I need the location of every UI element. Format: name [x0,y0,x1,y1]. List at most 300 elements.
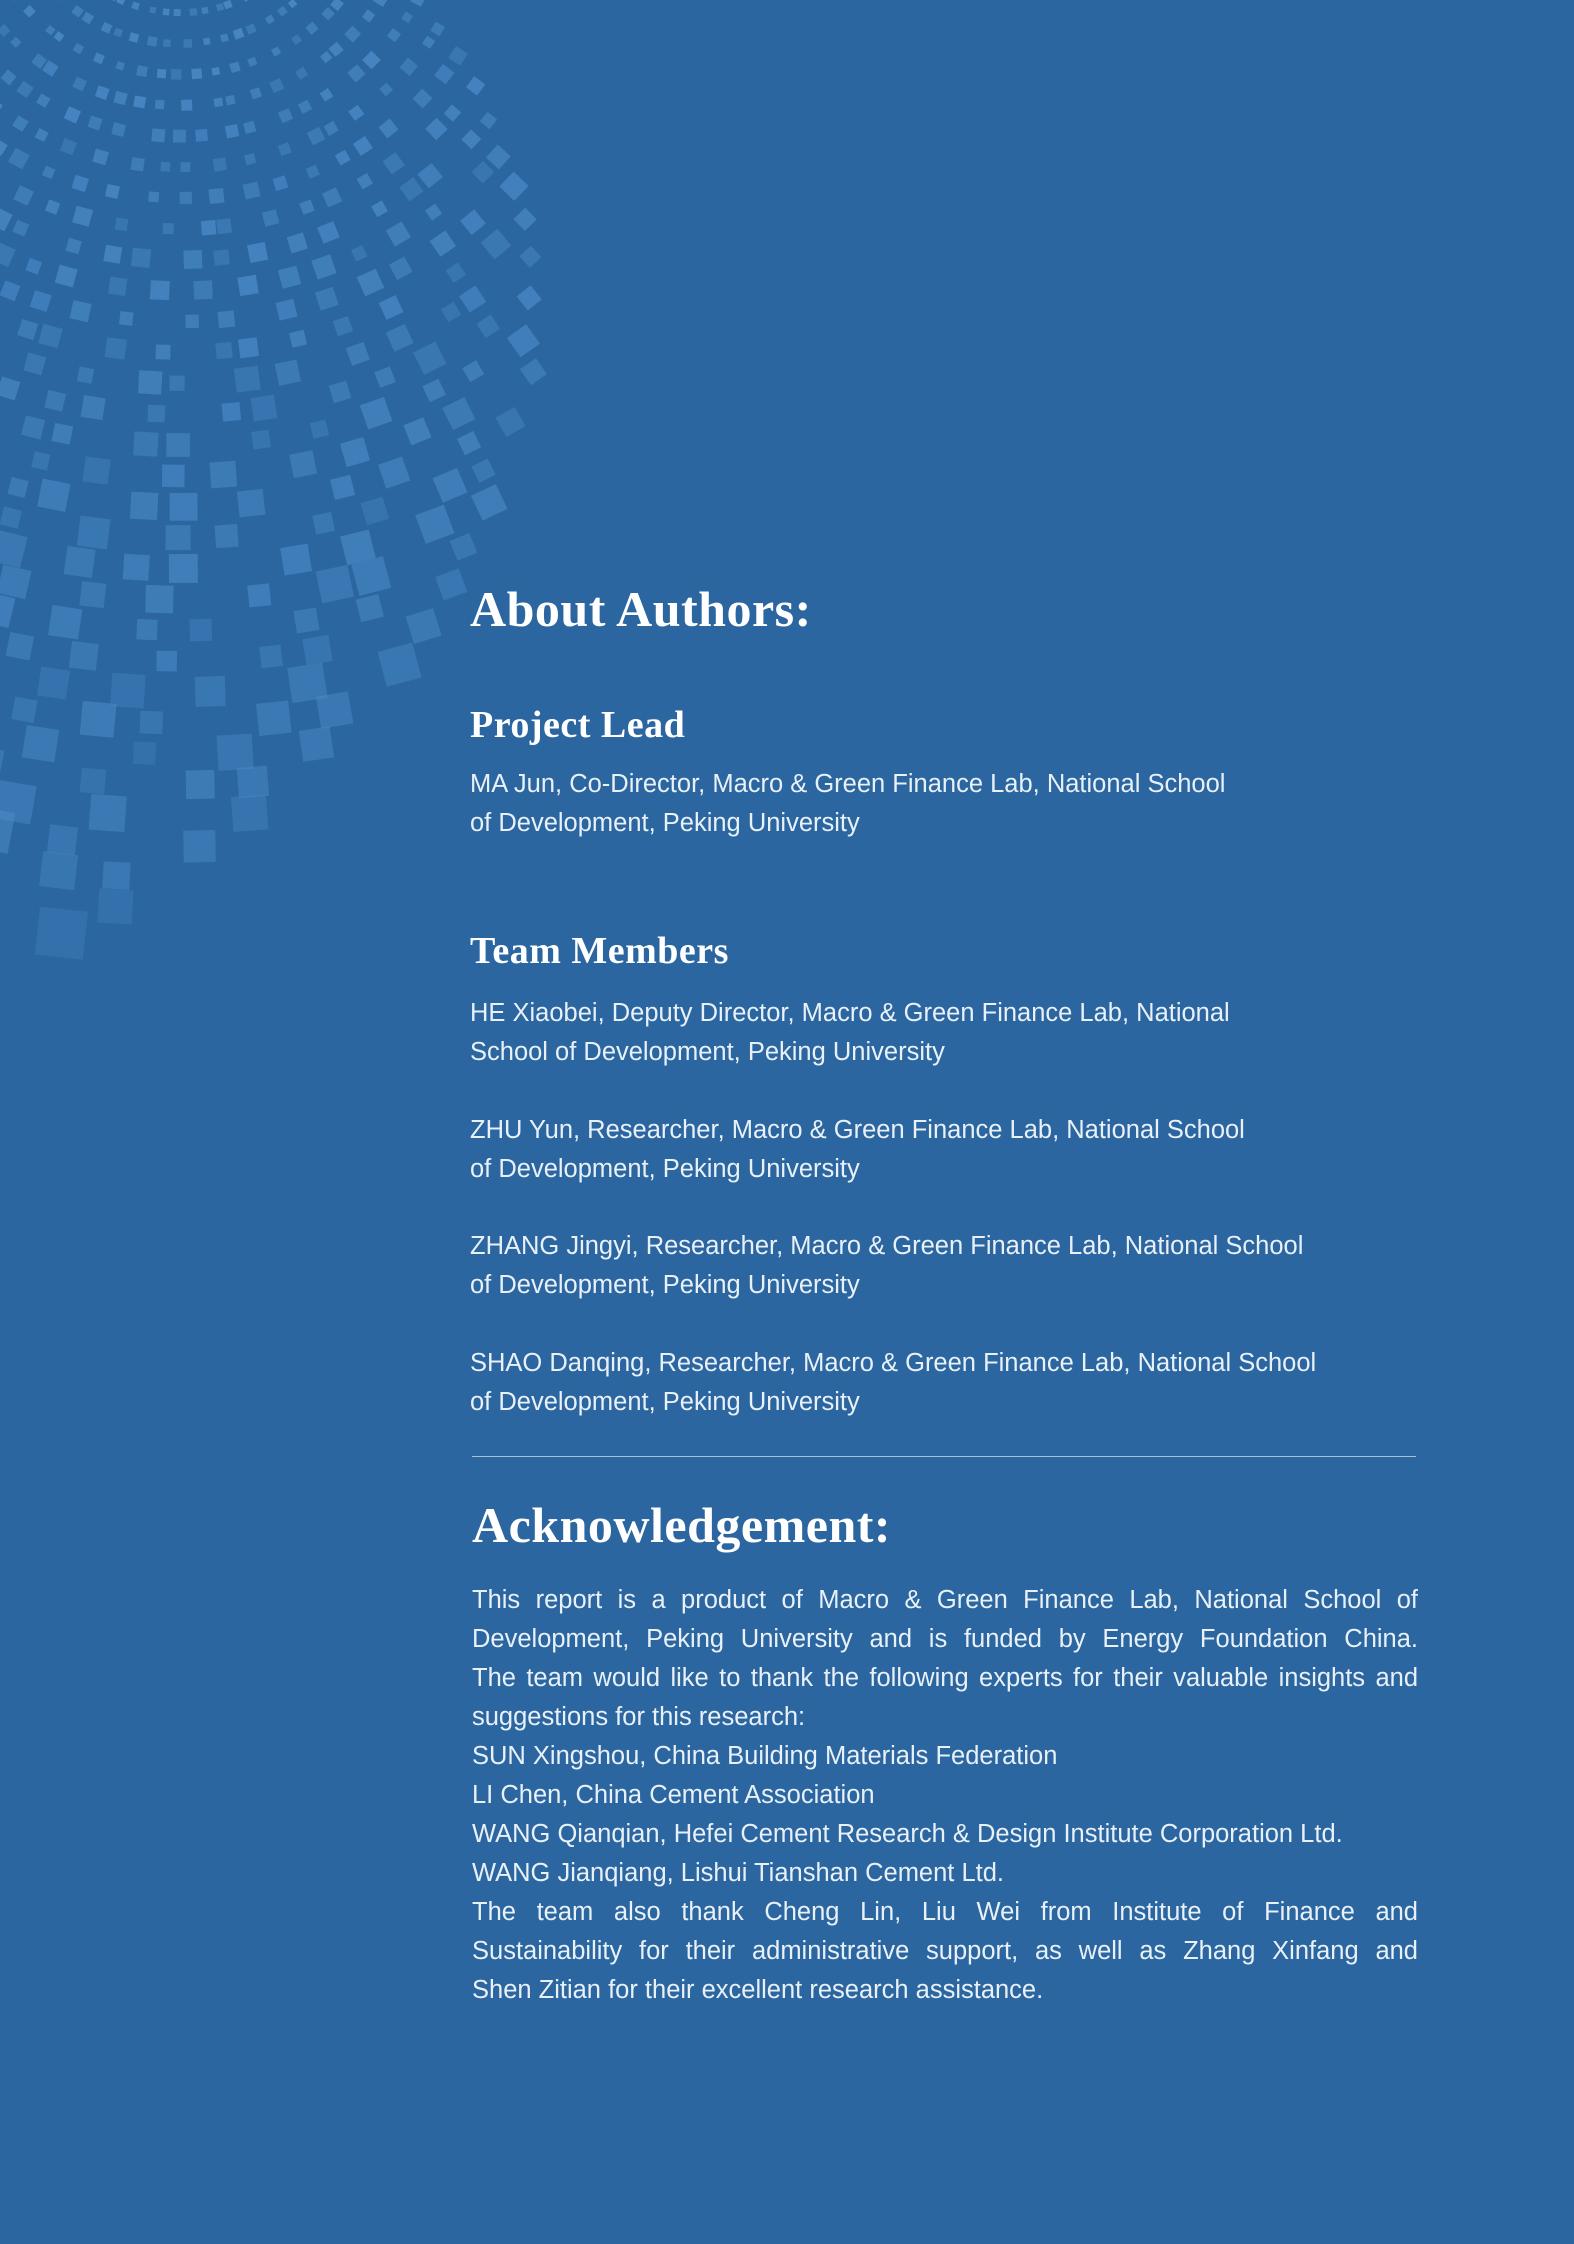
decorative-square [195,676,226,707]
decorative-square [81,395,106,420]
decorative-square [278,142,292,156]
project-lead-line: of Development, Peking University [470,809,860,837]
decorative-square [441,302,461,322]
decorative-square [209,461,237,489]
decorative-square [215,524,239,548]
decorative-square [244,153,256,165]
decorative-square [131,1,140,10]
decorative-square [69,641,99,671]
decorative-square [425,204,442,221]
project-lead-heading: Project Lead [470,704,686,746]
decorative-square [80,768,107,795]
decorative-square [47,824,78,855]
decorative-square [23,5,36,18]
decorative-square [186,770,215,799]
decorative-square [213,97,223,107]
decorative-square [422,379,446,403]
decorative-square [320,88,334,102]
decorative-square [170,493,198,521]
team-member-line: of Development, Peking University [470,1155,860,1183]
decorative-square [12,220,29,237]
decorative-square [166,525,191,550]
decorative-square [231,795,268,832]
decorative-square [215,342,232,359]
decorative-square [442,397,475,430]
decorative-square [140,711,163,734]
decorative-square [0,138,8,156]
decorative-square [348,105,364,121]
decorative-square [30,290,52,312]
decorative-square [276,299,298,321]
decorative-square [136,619,157,640]
decorative-square [275,359,301,385]
decorative-square [163,39,171,47]
decorative-square [277,6,288,17]
decorative-square [288,0,297,8]
decorative-square [450,533,478,561]
decorative-square [25,258,42,275]
decorative-square [222,402,242,422]
decorative-square [155,100,165,110]
decorative-square [476,314,500,338]
decorative-square [133,742,156,765]
decorative-square [430,230,456,256]
decorative-square [35,907,88,960]
decorative-square [243,182,261,200]
decorative-square [0,805,15,853]
team-member-entry [470,1344,1350,1422]
decorative-square [233,28,245,40]
decorative-square [44,390,66,412]
decorative-square [471,484,507,520]
decorative-square [299,199,314,214]
decorative-square [278,108,293,123]
decorative-square [0,530,28,569]
ack-line: This report is a product of Macro & Green Finance Lab, National School of [472,1586,1418,1614]
decorative-square [55,265,78,288]
decorative-square [77,516,111,550]
decorative-square [306,165,320,179]
decorative-square [295,67,308,80]
decorative-square [0,592,15,628]
decorative-square [39,851,78,890]
decorative-square [379,295,404,320]
decorative-square [111,122,126,137]
decorative-square [517,285,542,310]
decorative-square [45,199,60,214]
decorative-square [8,148,30,170]
decorative-square [79,581,106,608]
decorative-square [23,352,46,375]
decorative-square [53,31,64,42]
decorative-square [293,608,319,634]
decorative-square [72,76,87,91]
decorative-square [220,33,229,42]
decorative-square [105,184,120,199]
decorative-square [378,457,410,489]
decorative-square [123,554,150,581]
decorative-square [238,337,259,358]
decorative-square [213,249,230,266]
decorative-square [519,246,541,268]
decorative-square [138,370,162,394]
decorative-square [145,585,173,613]
decorative-square [156,345,171,360]
decorative-square [185,315,199,329]
decorative-square [413,89,433,109]
decorative-square [149,6,156,13]
decorative-square [201,7,208,14]
decorative-square [51,423,73,445]
decorative-square [507,324,540,357]
team-member-line: of Development, Peking University [470,1388,860,1416]
about-authors-heading: About Authors: [470,581,812,637]
decorative-square [234,366,261,393]
decorative-square [101,22,113,34]
acknowledgement-heading: Acknowledgement: [472,1497,892,1553]
decorative-square [317,221,340,244]
decorative-square [265,14,275,24]
decorative-square [151,128,165,142]
decorative-square [163,8,170,15]
decorative-square [113,91,127,105]
decorative-square [70,300,92,322]
decorative-square [362,9,375,22]
decorative-square [160,162,170,172]
decorative-square [237,275,258,296]
decorative-square [116,61,125,70]
decorative-square [399,177,423,201]
decorative-square [162,464,185,487]
decorative-square [10,0,22,1]
decorative-square [460,209,486,235]
decorative-square [374,366,396,388]
decorative-square [11,697,37,723]
decorative-square [189,619,212,642]
decorative-square [72,206,93,227]
decorative-square [0,206,13,231]
decorative-square [333,316,353,336]
decorative-square [251,430,271,450]
decorative-square [289,330,307,348]
decorative-square [48,605,82,639]
team-member-entry [470,994,1350,1072]
decorative-square [64,106,81,123]
ack-line: suggestions for this research: [472,1703,806,1731]
decorative-square [150,280,170,300]
decorative-square [180,162,190,172]
decorative-square [225,95,235,105]
decorative-square [250,395,277,422]
decorative-square [272,175,288,191]
decorative-square [208,188,224,204]
project-lead-line: MA Jun, Co-Director, Macro & Green Finance Lab, National School [470,770,1226,798]
team-member-line: of Development, Peking University [470,1271,860,1299]
decorative-square [133,431,158,456]
decorative-square [229,62,240,73]
decorative-square [347,64,365,82]
decorative-square [462,360,484,382]
team-member-line: SHAO Danqing, Researcher, Macro & Green Finance Lab, National School [470,1349,1317,1377]
decorative-square [136,65,148,77]
decorative-square [434,64,454,84]
decorative-square [157,69,167,79]
decorative-square [173,130,186,143]
decorative-square [133,95,146,108]
decorative-square [481,229,512,260]
decorative-square [21,415,45,439]
decorative-square [406,608,442,644]
decorative-square [410,0,426,7]
decorative-square [435,568,467,600]
decorative-square [299,726,334,761]
decorative-square [54,0,63,1]
decorative-square [346,342,370,366]
expert-line: SUN Xingshou, China Building Materials Federation [472,1742,1058,1770]
decorative-square [316,565,354,603]
decorative-square [357,173,373,189]
decorative-square [35,128,49,142]
decorative-square [330,475,355,500]
decorative-square [171,69,182,80]
decorative-square [113,28,123,38]
decorative-square [383,152,405,174]
decorative-square [89,794,127,832]
decorative-square [81,12,94,25]
decorative-square [387,28,401,42]
decorative-square [0,743,5,786]
decorative-square [399,57,418,76]
acknowledgement-body [472,1581,1418,2010]
decorative-square [312,512,335,535]
decorative-square [329,42,344,57]
decorative-square [360,497,389,526]
decorative-square [72,175,89,192]
decorative-square [163,223,174,234]
decorative-square [218,310,236,328]
decorative-square [320,51,332,63]
decorative-square [0,506,22,528]
decorative-square [216,218,232,234]
decorative-square [446,262,466,282]
decorative-square [166,433,190,457]
decorative-square [472,161,495,184]
decorative-square [0,280,21,301]
decorative-square [183,250,202,269]
decorative-square [291,34,302,45]
decorative-square [12,115,28,131]
decorative-square [430,22,445,37]
decorative-square [193,280,213,300]
decorative-square [310,420,329,439]
decorative-square [353,136,373,156]
decorative-square [247,242,268,263]
decorative-square [93,52,105,64]
decorative-square [147,405,165,423]
decorative-square [102,861,131,890]
decorative-square [389,256,413,280]
decorative-square [237,489,266,518]
decorative-square [97,888,133,924]
decorative-square [95,85,110,100]
decorative-square [373,0,389,7]
decorative-square [37,667,70,700]
decorative-square [520,358,547,385]
ack-line: Development, Peking University and is funded by Energy Foundation China. [472,1625,1418,1653]
decorative-square [280,544,312,576]
decorative-square [256,700,292,736]
decorative-square [371,200,388,217]
decorative-square [271,46,281,56]
decorative-square [247,583,271,607]
decorative-square [250,87,262,99]
decorative-square [245,23,256,34]
decorative-square [213,157,227,171]
decorative-square [10,37,21,48]
decorative-square [259,645,283,669]
decorative-square [0,376,20,400]
decorative-square [378,118,398,138]
decorative-square [216,3,224,11]
decorative-square [71,5,84,18]
decorative-square [357,269,385,297]
decorative-square [269,78,284,93]
decorative-square [7,477,28,498]
decorative-square [201,220,216,235]
decorative-square [223,0,233,9]
ack-line: The team also thank Cheng Lin, Liu Wei from Institute of Finance and [472,1898,1418,1926]
decorative-square [42,166,56,180]
decorative-square [289,450,317,478]
decorative-square [147,36,158,47]
decorative-square [183,39,192,48]
decorative-square [211,67,220,76]
ack-line: Sustainability for their administrative support, as well as Zhang Xinfang and [472,1937,1418,1965]
decorative-square [417,163,442,188]
decorative-square [298,100,312,114]
section-divider [472,1456,1416,1457]
decorative-square [17,319,38,340]
decorative-square [0,242,16,267]
decorative-square [116,0,126,5]
decorative-square [287,663,328,704]
decorative-square [77,366,94,383]
expert-line: WANG Jianqiang, Lishui Tianshan Cement Ltd. [472,1859,1005,1887]
decorative-square [156,651,177,672]
decorative-square [0,99,3,115]
decorative-square [108,277,127,296]
decorative-square [237,766,269,798]
decorative-square [377,643,421,687]
decorative-square [278,266,301,289]
decorative-square [73,43,84,54]
decorative-square [457,431,481,455]
decorative-square [82,456,110,484]
decorative-square [322,187,342,207]
decorative-square [195,129,208,142]
decorative-square [403,417,431,445]
decorative-square [480,112,497,129]
decorative-square [307,127,326,146]
decorative-square [103,245,122,264]
decorative-square [466,76,485,95]
decorative-square [189,8,197,16]
decorative-square [329,381,352,404]
team-member-line: HE Xiaobei, Deputy Director, Macro & Green Finance Lab, National [470,999,1230,1027]
decorative-square [183,830,216,863]
decorative-square [356,594,384,622]
decorative-square [321,7,335,21]
decorative-square [0,565,32,600]
decorative-square [38,324,62,348]
decorative-square [60,138,77,155]
decorative-square [351,245,368,262]
team-members-heading: Team Members [470,930,729,972]
decorative-square [1,69,17,85]
decorative-square [191,68,202,79]
decorative-square [45,25,56,36]
decorative-square [302,635,333,666]
decorative-square [105,337,127,359]
team-member-line: ZHANG Jingyi, Researcher, Macro & Green Finance Lab, National School [470,1232,1304,1260]
team-member-entry [470,1227,1350,1305]
decorative-square [499,172,528,201]
decorative-square [344,26,361,43]
decorative-square [495,407,525,437]
decorative-square [247,57,257,67]
decorative-square [513,208,536,231]
decorative-square [471,459,495,483]
ack-line: Shen Zitian for their excellent research assistance. [472,1976,1044,2004]
decorative-square [110,673,145,708]
decorative-square [31,451,50,470]
decorative-square [13,185,34,206]
decorative-square [448,46,468,66]
decorative-square [22,725,59,762]
decorative-square [360,397,393,430]
decorative-square [335,150,351,166]
decorative-square [119,311,134,326]
decorative-square [241,0,252,2]
decorative-square [459,285,486,312]
decorative-square [130,492,159,521]
decorative-square [129,32,140,43]
decorative-square [324,121,339,136]
decorative-square [415,505,454,544]
decorative-square [169,376,184,391]
team-member-entry [470,1111,1350,1189]
decorative-square [379,83,393,97]
decorative-square [88,116,103,131]
expert-line: LI Chen, China Cement Association [472,1781,875,1809]
decorative-square [148,191,159,202]
decorative-square [65,238,81,254]
decorative-square [425,118,447,140]
decorative-square [92,149,108,165]
decorative-square [174,9,181,16]
decorative-square [180,192,192,204]
decorative-square [305,22,318,35]
decorative-square [243,121,256,134]
decorative-square [216,734,253,771]
decorative-square [16,81,33,98]
decorative-square [181,100,192,111]
decorative-square [36,93,51,108]
project-lead-entry [470,765,1350,843]
decorative-square [203,38,211,46]
expert-line: WANG Qianqian, Hefei Cement Research & Design Institute Corporation Ltd. [472,1820,1343,1848]
decorative-square [422,36,435,49]
